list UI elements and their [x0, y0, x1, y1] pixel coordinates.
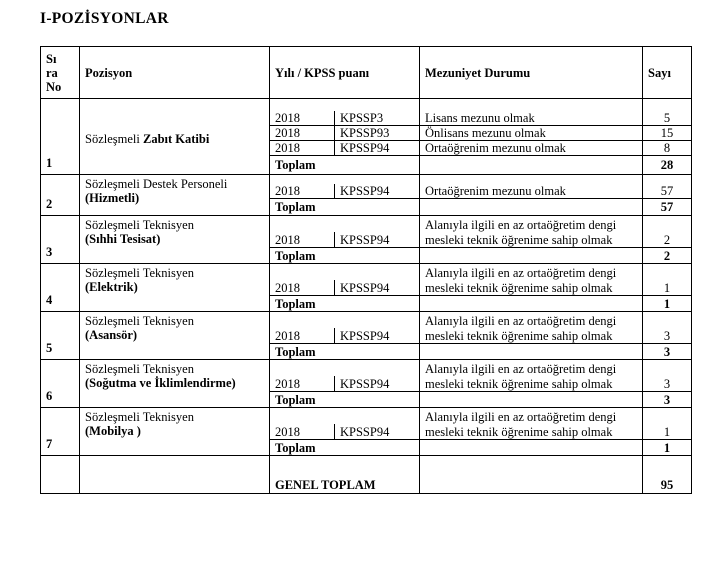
pozisyon-subtitle: (Asansör): [85, 328, 138, 342]
toplam-empty: [420, 296, 643, 312]
blank-cell: [420, 174, 643, 184]
sira-no: 7: [41, 408, 80, 456]
mezuniyet-cell: [420, 424, 643, 440]
header-row: [41, 47, 692, 99]
pozisyon-line: [85, 266, 264, 280]
sira-no: 4: [41, 264, 80, 312]
kpss-cell: KPSSP94: [335, 232, 420, 248]
toplam-value: 3: [643, 392, 692, 408]
genel-toplam-label: GENEL TOPLAM: [270, 478, 420, 494]
pozisyon-subtitle: (Sıhhi Tesisat): [85, 232, 161, 246]
pozisyon-title: Sözleşmeli Teknisyen: [85, 410, 194, 424]
mezuniyet-line: mesleki teknik öğrenime sahip olmak: [425, 233, 613, 247]
kpss-cell: KPSSP3: [335, 111, 420, 126]
mezuniyet-line: Alanıyla ilgili en az ortaöğretim dengi: [425, 265, 617, 280]
pozisyon-line: [85, 218, 264, 232]
pozisyon-title: Sözleşmeli Teknisyen: [85, 362, 194, 376]
yil-cell: 2018: [270, 376, 335, 392]
kpss-cell: KPSSP93: [335, 125, 420, 140]
toplam-label: Toplam: [270, 248, 420, 264]
blank-cell: [643, 174, 692, 184]
yil-cell: 2018: [270, 280, 335, 296]
position-group: [41, 99, 692, 111]
sayi-cell: 15: [643, 125, 692, 140]
sira-no: 2: [41, 174, 80, 216]
header-pozisyon: Pozisyon: [80, 47, 270, 99]
header-mezuniyet: Mezuniyet Durumu: [420, 47, 643, 99]
pozisyon-subtitle: (Soğutma ve İklimlendirme): [85, 376, 236, 390]
mezuniyet-line: Alanıyla ilgili en az ortaöğretim dengi: [425, 361, 617, 376]
sira-no: 6: [41, 360, 80, 408]
toplam-label: Toplam: [270, 199, 420, 216]
sayi-cell: 3: [643, 376, 692, 392]
mezuniyet-cell: [420, 232, 643, 248]
pozisyon-title: Sözleşmeli Teknisyen: [85, 266, 194, 280]
blank-cell: [643, 408, 692, 424]
yil-cell: 2018: [270, 232, 335, 248]
genel-toplam-spacer: [41, 456, 692, 478]
kpss-cell: KPSSP94: [335, 184, 420, 199]
blank-cell: [270, 360, 420, 376]
mezuniyet-line: mesleki teknik öğrenime sahip olmak: [425, 425, 613, 439]
blank-cell: [270, 174, 420, 184]
mezuniyet-line: Alanıyla ilgili en az ortaöğretim dengi: [425, 313, 617, 328]
mezuniyet-line: mesleki teknik öğrenime sahip olmak: [425, 377, 613, 391]
sayi-cell: 3: [643, 328, 692, 344]
blank-cell: [420, 216, 643, 232]
blank-cell: [270, 99, 420, 111]
sayi-cell: 1: [643, 280, 692, 296]
pozisyon-cell: [80, 99, 270, 175]
blank-cell: [420, 264, 643, 280]
toplam-value: 1: [643, 440, 692, 456]
blank-cell: [643, 264, 692, 280]
kpss-cell: KPSSP94: [335, 424, 420, 440]
blank-cell: [270, 216, 420, 232]
blank-cell: [643, 99, 692, 111]
position-group: [41, 408, 692, 424]
header-sira-part: No: [46, 79, 62, 94]
pozisyon-title: Sözleşmeli: [85, 132, 143, 147]
mezuniyet-cell: [420, 328, 643, 344]
yil-cell: 2018: [270, 184, 335, 199]
pozisyon-subtitle: (Hizmetli): [85, 190, 140, 205]
mezuniyet-line: Ortaöğrenim mezunu olmak: [425, 140, 566, 155]
sayi-cell: 57: [643, 184, 692, 199]
pozisyon-title-bold: Zabıt Katibi: [142, 132, 210, 147]
kpss-cell: KPSSP94: [335, 280, 420, 296]
header-yil-kpss: Yılı / KPSS puanı: [270, 47, 420, 99]
toplam-value: 57: [643, 199, 692, 216]
position-group: [41, 174, 692, 184]
toplam-value: 3: [643, 344, 692, 360]
blank-cell: [643, 456, 692, 478]
header-sira-part: Sı: [46, 51, 57, 66]
header-sira-no: [41, 47, 80, 99]
yil-cell: 2018: [270, 140, 335, 155]
mezuniyet-cell: [420, 280, 643, 296]
pozisyon-line: [85, 410, 264, 424]
blank-cell: [420, 312, 643, 328]
kpss-cell: KPSSP94: [335, 328, 420, 344]
position-group: [41, 216, 692, 232]
yil-cell: 2018: [270, 111, 335, 126]
pozisyon-line: [85, 132, 264, 146]
mezuniyet-line: mesleki teknik öğrenime sahip olmak: [425, 281, 613, 295]
pozisyon-subtitle: (Elektrik): [85, 280, 138, 294]
pozisyon-title: Sözleşmeli Teknisyen: [85, 314, 194, 328]
toplam-label: Toplam: [270, 440, 420, 456]
position-group: [41, 264, 692, 280]
toplam-value: 2: [643, 248, 692, 264]
sira-no: 5: [41, 312, 80, 360]
positions-table: [40, 46, 692, 494]
position-group: [41, 312, 692, 328]
blank-cell: [270, 264, 420, 280]
blank-cell: [643, 360, 692, 376]
kpss-cell: KPSSP94: [335, 140, 420, 155]
toplam-empty: [420, 199, 643, 216]
mezuniyet-line: Önlisans mezunu olmak: [425, 125, 546, 140]
toplam-label: Toplam: [270, 392, 420, 408]
mezuniyet-line: mesleki teknik öğrenime sahip olmak: [425, 329, 613, 343]
yil-cell: 2018: [270, 125, 335, 140]
pozisyon-cell: [80, 360, 270, 408]
toplam-empty: [420, 155, 643, 174]
toplam-empty: [420, 248, 643, 264]
pozisyon-title: Sözleşmeli Destek Personeli: [85, 176, 228, 191]
pozisyon-line: [85, 314, 264, 328]
toplam-value: 28: [643, 155, 692, 174]
blank-cell: [643, 216, 692, 232]
sira-no: 3: [41, 216, 80, 264]
page-title: I-POZİSYONLAR: [40, 10, 169, 27]
sira-no: 1: [41, 99, 80, 175]
toplam-empty: [420, 392, 643, 408]
mezuniyet-cell: [420, 111, 643, 126]
header-sayi: Sayı: [643, 47, 692, 99]
position-group: [41, 360, 692, 376]
yil-cell: 2018: [270, 328, 335, 344]
pozisyon-line: [85, 177, 264, 191]
blank-cell: [420, 408, 643, 424]
genel-empty-no: [41, 456, 80, 494]
sayi-cell: 1: [643, 424, 692, 440]
kpss-cell: KPSSP94: [335, 376, 420, 392]
pozisyon-cell: [80, 408, 270, 456]
mezuniyet-cell: [420, 184, 643, 199]
yil-cell: 2018: [270, 424, 335, 440]
mezuniyet-cell: [420, 140, 643, 155]
toplam-label: Toplam: [270, 155, 420, 174]
pozisyon-subtitle: (Mobilya ): [85, 424, 141, 438]
pozisyon-line: [85, 362, 264, 376]
blank-cell: [270, 456, 420, 478]
toplam-value: 1: [643, 296, 692, 312]
blank-cell: [420, 360, 643, 376]
blank-cell: [420, 456, 643, 478]
genel-empty-pozisyon: [80, 456, 270, 494]
mezuniyet-line: Ortaöğrenim mezunu olmak: [425, 184, 566, 198]
blank-cell: [420, 99, 643, 111]
genel-toplam-value: 95: [643, 478, 692, 494]
mezuniyet-line: Alanıyla ilgili en az ortaöğretim dengi: [425, 409, 617, 424]
toplam-label: Toplam: [270, 344, 420, 360]
mezuniyet-line: Lisans mezunu olmak: [425, 110, 535, 125]
blank-cell: [270, 408, 420, 424]
genel-toplam-empty: [420, 478, 643, 494]
blank-cell: [270, 312, 420, 328]
blank-cell: [643, 312, 692, 328]
toplam-label: Toplam: [270, 296, 420, 312]
mezuniyet-line: Alanıyla ilgili en az ortaöğretim dengi: [425, 217, 617, 232]
sayi-cell: 8: [643, 140, 692, 155]
sayi-cell: 2: [643, 232, 692, 248]
toplam-empty: [420, 440, 643, 456]
pozisyon-title: Sözleşmeli Teknisyen: [85, 218, 194, 232]
pozisyon-cell: [80, 264, 270, 312]
pozisyon-cell: [80, 216, 270, 264]
mezuniyet-cell: [420, 125, 643, 140]
toplam-empty: [420, 344, 643, 360]
pozisyon-cell: [80, 174, 270, 216]
sayi-cell: 5: [643, 111, 692, 126]
pozisyon-cell: [80, 312, 270, 360]
mezuniyet-cell: [420, 376, 643, 392]
header-sira-part: ra: [46, 65, 58, 80]
